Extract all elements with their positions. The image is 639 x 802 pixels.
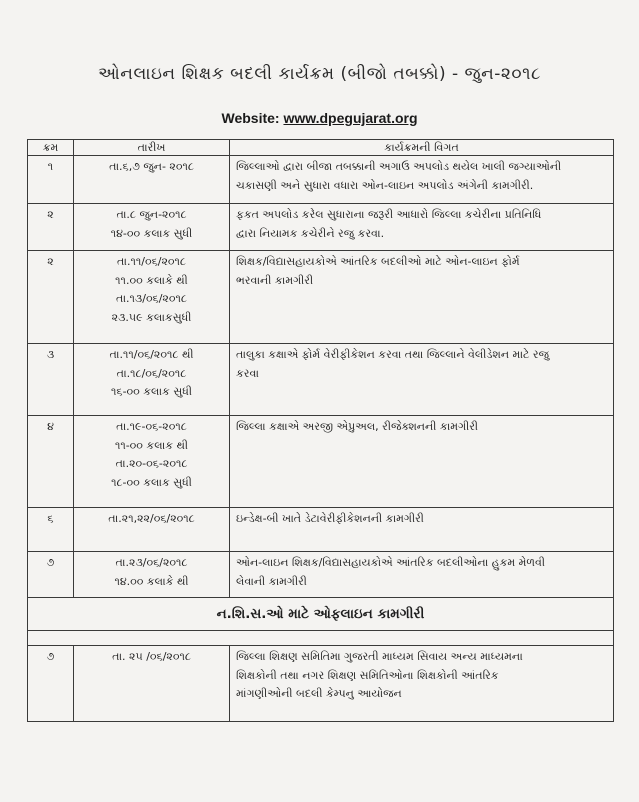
date-line: ૧૧-૦૦ કલાક થી bbox=[114, 438, 189, 452]
date-line: તા.૧૯-૦૬-૨૦૧૮ bbox=[116, 420, 187, 433]
date-line: તા.૧૧/૦૬/૨૦૧૮ થી bbox=[109, 348, 194, 361]
column-header-date: તારીખ bbox=[74, 140, 230, 156]
details-line: ફકત અપલોડ કરેલ સુધારાના જરૂરી આધારો જિલ્લા કચેરીના પ્રતિનિધિ bbox=[236, 208, 542, 221]
date-line: ૨૩.૫૯ કલાકસુધી bbox=[111, 310, 192, 324]
table-row bbox=[28, 508, 614, 552]
table-row bbox=[28, 416, 614, 508]
date-line: તા.૨૧,૨૨/૦૬/૨૦૧૮ bbox=[108, 512, 195, 525]
row-date bbox=[74, 156, 230, 204]
details-line: ઇન્ડેક્ષ-બી ખાતે ડેટાવેરીફીકેશનની કામગીરી bbox=[236, 512, 424, 525]
details-line: કરવા bbox=[236, 366, 260, 380]
date-line: તા.૨૦-૦૬-૨૦૧૮ bbox=[115, 457, 188, 470]
row-serial: ૨ bbox=[28, 204, 74, 251]
schedule-table bbox=[27, 139, 614, 722]
row-serial: ૭ bbox=[28, 552, 74, 598]
offline-section-row bbox=[28, 598, 614, 631]
details-line: દ્વારા નિયામક કચેરીને રજુ કરવા. bbox=[236, 226, 385, 240]
details-line: શિક્ષકોની તથા નગર શિક્ષણ સમિતિઓના શિક્ષકોની આંતરિક bbox=[236, 668, 499, 682]
details-line: ઓન-લાઇન શિક્ષક/વિદ્યાસહાયકોએ આંતરિક બદલીઓના હુકમ મેળવી bbox=[236, 556, 545, 569]
date-line: ૧૧.૦૦ કલાકે થી bbox=[115, 273, 188, 287]
table-row bbox=[28, 552, 614, 598]
offline-section-title: ન.શિ.સ.ઓ માટે ઓફલાઇન કામગીરી bbox=[28, 598, 614, 631]
details-line: ભરવાની કામગીરી bbox=[236, 273, 314, 287]
details-line: શિક્ષક/વિદ્યાસહાયકોએ આંતરિક બદલીઓ માટે ઓન-લાઇન ફોર્મ bbox=[236, 255, 520, 268]
table-row bbox=[28, 646, 614, 722]
website-link[interactable]: www.dpegujarat.org bbox=[283, 110, 418, 126]
row-details bbox=[230, 204, 614, 251]
spacer-row bbox=[28, 631, 614, 646]
row-details bbox=[230, 344, 614, 416]
row-date bbox=[74, 204, 230, 251]
date-line: તા.૬,૭ જુન- ૨૦૧૮ bbox=[109, 160, 194, 173]
spacer-cell bbox=[28, 631, 614, 646]
date-line: તા.૮ જુન-૨૦૧૮ bbox=[116, 208, 187, 221]
date-line: ૧૪-૦૦ કલાક સુધી bbox=[110, 226, 193, 240]
date-line: તા.૨૩/૦૬/૨૦૧૮ bbox=[115, 556, 188, 569]
table-header-row bbox=[28, 140, 614, 156]
details-line: માંગણીઓની બદલી કેમ્પનુ આયોજન bbox=[236, 687, 402, 700]
details-line: ચકાસણી અને સુધારા વધારા ઓન-લાઇન અપલોડ અંગેની કામગીરી. bbox=[236, 178, 534, 192]
row-details bbox=[230, 646, 614, 722]
date-line: ૧૬-૦૦ કલાક સુધી bbox=[111, 385, 192, 398]
details-line: લેવાની કામગીરી bbox=[236, 574, 307, 588]
row-serial: ૨ bbox=[28, 251, 74, 344]
date-line: તા. ૨૫ /૦૬/૨૦૧૮ bbox=[112, 650, 191, 663]
date-line: ૧૮-૦૦ કલાક સુધી bbox=[111, 475, 192, 489]
details-line: જિલ્લાઓ દ્વારા બીજા તબક્કાની અગાઉ અપલોડ થયેલ ખાલી જગ્યાઓની bbox=[236, 160, 562, 173]
row-date bbox=[74, 508, 230, 552]
row-serial: ૩ bbox=[28, 344, 74, 416]
row-date bbox=[74, 646, 230, 722]
row-details bbox=[230, 508, 614, 552]
details-line: તાલુકા કક્ષાએ ફોર્મ વેરીફીકેશન કરવા તથા જિલ્લાને વેલીડેશન માટે રજુ bbox=[236, 348, 550, 361]
date-line: તા.૧૮/૦૬/૨૦૧૮ bbox=[116, 366, 187, 380]
row-date bbox=[74, 552, 230, 598]
table-row bbox=[28, 251, 614, 344]
website-label: Website: bbox=[221, 110, 280, 126]
row-details bbox=[230, 416, 614, 508]
row-date bbox=[74, 251, 230, 344]
table-row bbox=[28, 344, 614, 416]
row-details bbox=[230, 156, 614, 204]
table-row bbox=[28, 204, 614, 251]
date-line: તા.૧૧/૦૬/૨૦૧૮ bbox=[117, 255, 186, 268]
table-row bbox=[28, 156, 614, 204]
date-line: ૧૪.૦૦ કલાકે થી bbox=[114, 574, 189, 588]
website-line bbox=[0, 110, 639, 126]
details-line: જિલ્લા કક્ષાએ અરજી એપ્રુઅલ, રીજેક્શનની કામગીરી bbox=[236, 420, 479, 433]
column-header-details: કાર્યક્રમની વિગત bbox=[230, 140, 614, 156]
page-title: ઓનલાઇન શિક્ષક બદલી કાર્યક્રમ (બીજો તબક્કો) - જુન-૨૦૧૮ bbox=[98, 64, 541, 84]
row-serial: ૪ bbox=[28, 416, 74, 508]
row-date bbox=[74, 416, 230, 508]
details-line: જિલ્લા શિક્ષણ સમિતિમા ગુજરતી માધ્યમ સિવાય અન્ય માધ્યમના bbox=[236, 650, 523, 663]
row-details bbox=[230, 251, 614, 344]
row-serial: ૧ bbox=[28, 156, 74, 204]
row-date bbox=[74, 344, 230, 416]
column-header-serial: ક્રમ bbox=[28, 140, 74, 156]
date-line: તા.૧૩/૦૬/૨૦૧૮ bbox=[116, 292, 187, 305]
row-serial: ૭ bbox=[28, 646, 74, 722]
row-details bbox=[230, 552, 614, 598]
row-serial: ૬ bbox=[28, 508, 74, 552]
